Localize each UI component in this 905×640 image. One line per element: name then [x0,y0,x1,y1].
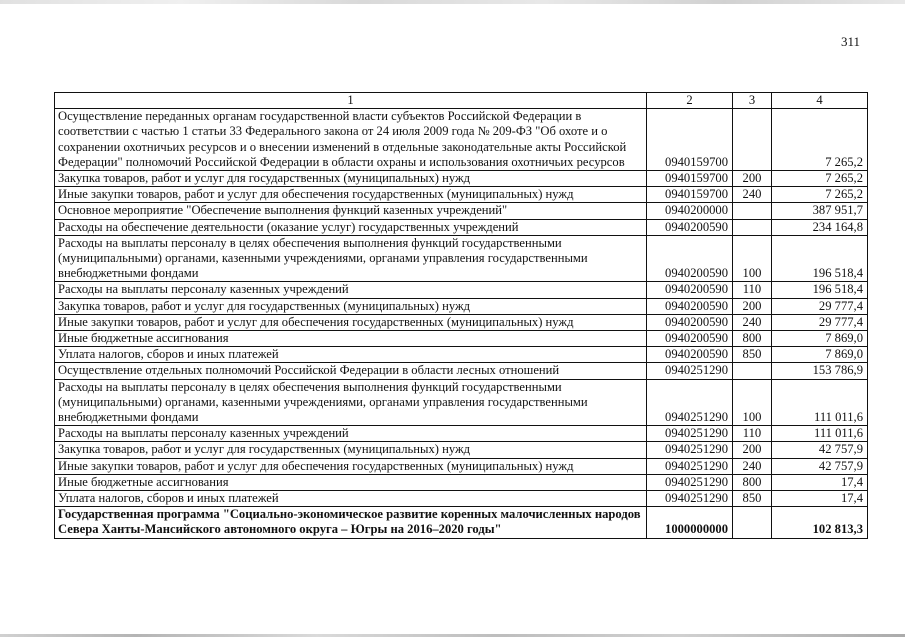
row-code: 1000000000 [647,507,733,538]
row-name: Осуществление отдельных полномочий Российской Федерации в области лесных отношений [55,363,647,379]
row-name: Иные закупки товаров, работ и услуг для обеспечения государственных (муниципальных) нужд [55,187,647,203]
row-code: 0940251290 [647,458,733,474]
page-number: 311 [840,34,860,49]
row-name: Основное мероприятие "Обеспечение выполнения функций казенных учреждений" [55,203,647,219]
row-name: Закупка товаров, работ и услуг для государственных (муниципальных) нужд [55,171,647,187]
row-code: 0940200590 [647,331,733,347]
row-amount: 111 011,6 [772,426,868,442]
column-header-type: 3 [733,93,772,109]
row-expense-type: 110 [733,282,772,298]
table-row [55,203,868,219]
table-row [55,442,868,458]
row-expense-type: 850 [733,491,772,507]
table-row [55,491,868,507]
row-amount: 7 869,0 [772,347,868,363]
row-code: 0940200590 [647,235,733,282]
row-name: Уплата налогов, сборов и иных платежей [55,491,647,507]
table-row [55,171,868,187]
scan-edge-bottom [0,634,905,637]
table-row [55,109,868,171]
table-row [55,379,868,426]
row-code: 0940159700 [647,171,733,187]
row-code: 0940159700 [647,109,733,171]
row-code: 0940251290 [647,474,733,490]
row-amount: 17,4 [772,474,868,490]
row-amount: 111 011,6 [772,379,868,426]
row-name: Расходы на выплаты персоналу в целях обеспечения выполнения функций государственными (муниципальными) органами, казенными учреждениями, органами управления государственными внебюджетными фондами [55,379,647,426]
row-name: Иные бюджетные ассигнования [55,331,647,347]
row-code: 0940251290 [647,491,733,507]
row-code: 0940251290 [647,379,733,426]
row-code: 0940200590 [647,282,733,298]
row-code: 0940200590 [647,314,733,330]
row-expense-type: 110 [733,426,772,442]
row-code: 0940251290 [647,426,733,442]
row-expense-type [733,203,772,219]
row-amount: 7 265,2 [772,109,868,171]
row-code: 0940251290 [647,363,733,379]
row-name: Расходы на выплаты персоналу казенных учреждений [55,282,647,298]
row-expense-type [733,363,772,379]
row-expense-type: 100 [733,235,772,282]
row-expense-type: 200 [733,298,772,314]
row-name: Расходы на обеспечение деятельности (оказание услуг) государственных учреждений [55,219,647,235]
row-expense-type: 850 [733,347,772,363]
column-header-amount: 4 [772,93,868,109]
row-amount: 42 757,9 [772,442,868,458]
row-amount: 102 813,3 [772,507,868,538]
row-amount: 387 951,7 [772,203,868,219]
row-code: 0940251290 [647,442,733,458]
row-amount: 7 265,2 [772,187,868,203]
table-row [55,474,868,490]
row-name: Иные закупки товаров, работ и услуг для обеспечения государственных (муниципальных) нужд [55,314,647,330]
row-expense-type [733,507,772,538]
row-name: Осуществление переданных органам государственной власти субъектов Российской Федерации в соответствии с частью 1 статьи 33 Федерального закона от 24 июля 2009 года № 209-ФЗ "Об охоте и о сохранении охотничьих ресурсов и о внесении изменений в отдельные законодательные акты Российской Федерации" полномочий Российской Федерации в области охраны и использования охотничьих ресурсов [55,109,647,171]
row-expense-type [733,109,772,171]
table-header-row [55,93,868,109]
row-amount: 42 757,9 [772,458,868,474]
row-name: Расходы на выплаты персоналу казенных учреждений [55,426,647,442]
row-name: Расходы на выплаты персоналу в целях обеспечения выполнения функций государственными (муниципальными) органами, казенными учреждениями, органами управления государственными внебюджетными фондами [55,235,647,282]
budget-table-body [55,93,868,539]
row-code: 0940200590 [647,347,733,363]
row-name: Государственная программа "Социально-экономическое развитие коренных малочисленных народов Севера Ханты-Мансийского автономного округа – Югры на 2016–2020 годы" [55,507,647,538]
table-row [55,331,868,347]
table-row [55,187,868,203]
table-row [55,458,868,474]
scan-edge-top [0,0,905,4]
row-name: Уплата налогов, сборов и иных платежей [55,347,647,363]
row-expense-type: 800 [733,331,772,347]
row-name: Иные закупки товаров, работ и услуг для обеспечения государственных (муниципальных) нужд [55,458,647,474]
row-amount: 196 518,4 [772,235,868,282]
column-header-code: 2 [647,93,733,109]
row-expense-type: 200 [733,442,772,458]
row-expense-type: 800 [733,474,772,490]
row-code: 0940200590 [647,219,733,235]
row-expense-type: 240 [733,314,772,330]
table-row [55,507,868,538]
table-row [55,282,868,298]
row-amount: 234 164,8 [772,219,868,235]
table-row [55,426,868,442]
table-row [55,298,868,314]
row-name: Закупка товаров, работ и услуг для государственных (муниципальных) нужд [55,298,647,314]
row-name: Иные бюджетные ассигнования [55,474,647,490]
row-amount: 29 777,4 [772,314,868,330]
table-row [55,347,868,363]
row-amount: 153 786,9 [772,363,868,379]
row-amount: 17,4 [772,491,868,507]
row-amount: 7 265,2 [772,171,868,187]
row-expense-type: 240 [733,458,772,474]
row-amount: 7 869,0 [772,331,868,347]
row-code: 0940200590 [647,298,733,314]
row-code: 0940200000 [647,203,733,219]
table-row [55,363,868,379]
budget-table [54,92,868,539]
row-expense-type [733,219,772,235]
row-name: Закупка товаров, работ и услуг для государственных (муниципальных) нужд [55,442,647,458]
row-expense-type: 240 [733,187,772,203]
row-expense-type: 200 [733,171,772,187]
table-row [55,235,868,282]
table-row [55,219,868,235]
row-amount: 196 518,4 [772,282,868,298]
column-header-name: 1 [55,93,647,109]
table-row [55,314,868,330]
row-amount: 29 777,4 [772,298,868,314]
row-code: 0940159700 [647,187,733,203]
row-expense-type: 100 [733,379,772,426]
